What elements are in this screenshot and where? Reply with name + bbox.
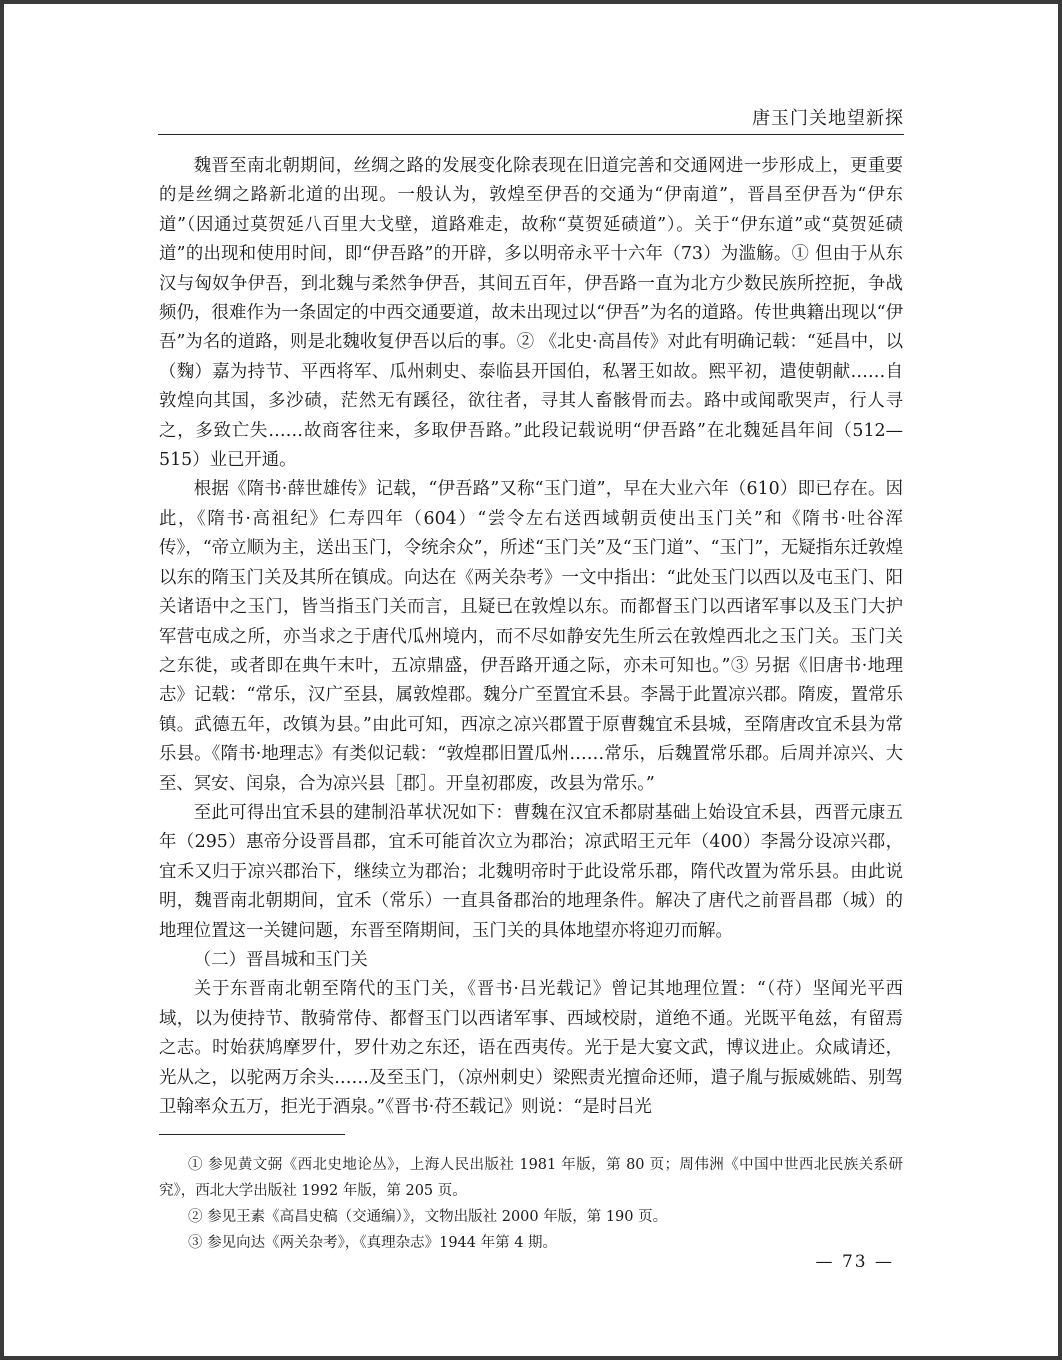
section-heading: （二）晋昌城和玉门关 [193,949,368,970]
page-frame-bottom [0,1356,1062,1360]
footnote-rule [159,1134,345,1135]
paragraph: 至此可得出宜禾县的建制沿革状况如下：曹魏在汉宜禾都尉基础上始设宜禾县，西晋元康五年（295）惠帝分设晋昌郡，宜禾可能首次立为郡治；凉武昭王元年（400）李暠分设凉兴郡，宜禾又归于凉兴郡治下，继续立为郡治；北魏明帝时于此设常乐郡，隋代改置为常乐县。由此说明，魏晋南北朝期间，宜禾（常乐）一直具备郡治的地理条件。解决了唐代之前晋昌郡（城）的地理位置这一关键问题，东晋至隋期间，玉门关的具体地望亦将迎刃而解。 [159,802,903,941]
paragraph: 关于东晋南北朝至隋代的玉门关，《晋书·吕光载记》曾记其地理位置：“（苻）坚闻光平西域，以为使持节、散骑常侍、都督玉门以西诸军事、西域校尉，道绝不通。光既平龟兹，有留焉之志。时始获鸠摩罗什，罗什劝之东还，语在西夷传。光于是大宴文武，博议进止。众咸请还，光从之，以驼两万余头……及至玉门，（凉州刺史）梁熙责光擅命还师，遣子胤与振威姚皓、别驾卫翰率众五万，拒光于酒泉。”《晋书·苻丕载记》则说：“是时吕光 [159,979,903,1117]
header-rule [158,134,904,135]
paragraph: 根据《隋书·薛世雄传》记载，“伊吾路”又称“玉门道”，早在大业六年（610）即已存在。因此，《隋书·高祖纪》仁寿四年（604）“尝令左右送西域朝贡使出玉门关”和《隋书·吐谷浑传》，“帝立顺为主，送出玉门，令统余众”，所述“玉门关”及“玉门道”、“玉门”，无疑指东迁敦煌以东的隋玉门关及其所在镇成。向达在《两关杂考》一文中指出：“此处玉门以西以及屯玉门、阳关诸语中之玉门，皆当指玉门关而言，且疑已在敦煌以东。而都督玉门以西诸军事以及玉门大护军营屯成之所，亦当求之于唐代瓜州境内，而不尽如静安先生所云在敦煌西北之玉门关。玉门关之东徙，或者即在典午末叶，五凉鼎盛，伊吾路开通之际，亦未可知也。”③ 另据《旧唐书·地理志》记载：“常乐，汉广至县，属敦煌郡。魏分广至置宜禾县。李暠于此置凉兴郡。隋废，置常乐镇。武德五年，改镇为县。”由此可知，西凉之凉兴郡置于原曹魏宜禾县城，至隋唐改宜禾县为常乐县。《隋书·地理志》有类似记载：“敦煌郡旧置瓜州……常乐，后魏置常乐郡。后周并凉兴、大至、冥安、闰泉，合为凉兴县［郡］。开皇初郡废，改县为常乐。” [159,479,903,794]
running-head: 唐玉门关地望新探 [752,108,904,129]
page-number: — 73 — [815,1252,894,1272]
page-frame-top [0,0,1062,4]
paragraph: 魏晋至南北朝期间，丝绸之路的发展变化除表现在旧道完善和交通网进一步形成上，更重要的是丝绸之路新北道的出现。一般认为，敦煌至伊吾的交通为“伊南道”，晋昌至伊吾为“伊东道”（因通过莫贺延八百里大戈壁，道路难走，故称“莫贺延碛道”）。关于“伊东道”或“莫贺延碛道”的出现和使用时间，即“伊吾路”的开辟，多以明帝永平十六年（73）为滥觞。① 但由于从东汉与匈奴争伊吾，到北魏与柔然争伊吾，其间五百年，伊吾路一直为北方少数民族所控扼，争战频仍，很难作为一条固定的中西交通要道，故未出现过以“伊吾”为名的道路。传世典籍出现以“伊吾”为名的道路，则是北魏收复伊吾以后的事。② 《北史·高昌传》对此有明确记载：“延昌中，以（麴）嘉为持节、平西将军、瓜州刺史、泰临县开国伯，私署王如故。熙平初，遣使朝献……自敦煌向其国，多沙碛，茫然无有蹊径，欲往者，寻其人畜骸骨而去。路中或闻歌哭声，行人寻之，多致亡失……故商客往来，多取伊吾路。”此段记载说明“伊吾路”在北魏延昌年间（512—515）业已开通。 [159,156,903,471]
footnotes [159,1152,903,1256]
footnote: ③ 参见向达《两关杂考》，《真理杂志》1944 年第 4 期。 [188,1235,558,1251]
footnote: ① 参见黄文弼《西北史地论丛》，上海人民出版社 1981 年版，第 80 页；周伟洲《中国中世西北民族关系研究》，西北大学出版社 1992 年版，第 205 页。 [159,1157,903,1199]
body-text [159,152,903,1122]
page-frame-right [1058,0,1062,1360]
footnote: ② 参见王素《高昌史稿（交通编）》，文物出版社 2000 年版，第 190 页。 [188,1209,668,1225]
page-frame-left [0,0,4,1360]
